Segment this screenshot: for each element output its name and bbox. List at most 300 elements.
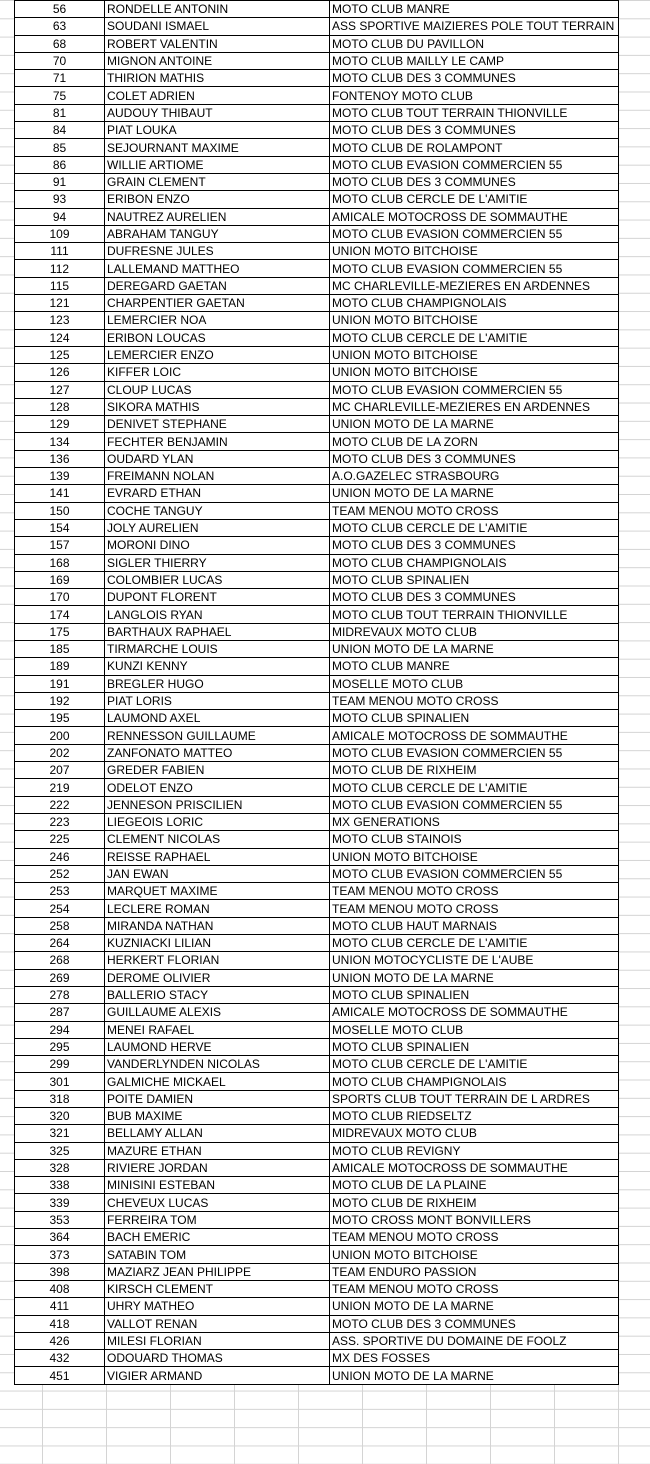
club-name-cell[interactable]: MOTO CLUB RIEDSELTZ (330, 1108, 619, 1125)
rider-name-cell[interactable]: LECLERE ROMAN (105, 900, 330, 917)
rider-number-cell[interactable]: 246 (15, 848, 105, 865)
table-row (15, 1263, 619, 1280)
rider-name-cell[interactable]: GALMICHE MICKAEL (105, 1073, 330, 1090)
rider-name-cell[interactable]: PIAT LOUKA (105, 122, 330, 139)
table-row (15, 416, 619, 433)
table-row (15, 606, 619, 623)
club-name-cell[interactable]: MIDREVAUX MOTO CLUB (330, 623, 619, 640)
club-name-cell[interactable]: ASS SPORTIVE MAIZIERES POLE TOUT TERRAIN (330, 18, 619, 35)
rider-name-cell[interactable]: UHRY MATHEO (105, 1298, 330, 1315)
rider-name-cell[interactable]: CLEMENT NICOLAS (105, 831, 330, 848)
club-name-cell[interactable]: MOTO CLUB CHAMPIGNOLAIS (330, 295, 619, 312)
rider-number-cell[interactable]: 338 (15, 1177, 105, 1194)
rider-name-cell[interactable]: LAUMOND AXEL (105, 710, 330, 727)
table-row (15, 1246, 619, 1263)
club-name-cell[interactable]: UNION MOTOCYCLISTE DE L'AUBE (330, 952, 619, 969)
rider-name-cell[interactable]: JENNESON PRISCILIEN (105, 796, 330, 813)
rider-name-cell[interactable]: ROBERT VALENTIN (105, 35, 330, 52)
club-name-cell[interactable]: MC CHARLEVILLE-MEZIERES EN ARDENNES (330, 277, 619, 294)
table-row (15, 917, 619, 934)
rider-number-cell[interactable]: 451 (15, 1367, 105, 1384)
club-name-cell[interactable]: UNION MOTO BITCHOISE (330, 1246, 619, 1263)
club-name-cell[interactable]: TEAM MENOU MOTO CROSS (330, 1229, 619, 1246)
table-row (15, 191, 619, 208)
rider-number-cell[interactable]: 170 (15, 589, 105, 606)
rider-name-cell[interactable]: RIVIERE JORDAN (105, 1159, 330, 1176)
table-row (15, 485, 619, 502)
rider-name-cell[interactable]: KUZNIACKI LILIAN (105, 935, 330, 952)
rider-name-cell[interactable]: COLET ADRIEN (105, 87, 330, 104)
club-name-cell[interactable]: UNION MOTO DE LA MARNE (330, 1298, 619, 1315)
rider-name-cell[interactable]: EVRARD ETHAN (105, 485, 330, 502)
table-row (15, 1298, 619, 1315)
rider-name-cell[interactable]: DENIVET STEPHANE (105, 416, 330, 433)
rider-number-cell[interactable]: 154 (15, 519, 105, 536)
rider-name-cell[interactable]: MAZIARZ JEAN PHILIPPE (105, 1263, 330, 1280)
table-row (15, 658, 619, 675)
rider-name-cell[interactable]: BUB MAXIME (105, 1108, 330, 1125)
table-row (15, 364, 619, 381)
table-row (15, 1229, 619, 1246)
club-name-cell[interactable]: TEAM MENOU MOTO CROSS (330, 692, 619, 709)
rider-number-cell[interactable]: 150 (15, 502, 105, 519)
rider-name-cell[interactable]: BARTHAUX RAPHAEL (105, 623, 330, 640)
rider-number-cell[interactable]: 278 (15, 986, 105, 1003)
rider-number-cell[interactable]: 175 (15, 623, 105, 640)
table-row (15, 1073, 619, 1090)
rider-name-cell[interactable]: POITE DAMIEN (105, 1090, 330, 1107)
rider-name-cell[interactable]: LANGLOIS RYAN (105, 606, 330, 623)
rider-number-cell[interactable]: 328 (15, 1159, 105, 1176)
rider-number-cell[interactable]: 411 (15, 1298, 105, 1315)
table-row (15, 589, 619, 606)
club-name-cell[interactable]: MOTO CLUB DES 3 COMMUNES (330, 450, 619, 467)
rider-number-cell[interactable]: 294 (15, 1021, 105, 1038)
rider-name-cell[interactable]: ODELOT ENZO (105, 779, 330, 796)
rider-number-cell[interactable]: 207 (15, 762, 105, 779)
table-row (15, 1125, 619, 1142)
table-row (15, 398, 619, 415)
table-row (15, 156, 619, 173)
club-name-cell[interactable]: TEAM MENOU MOTO CROSS (330, 883, 619, 900)
table-row (15, 260, 619, 277)
rider-name-cell[interactable]: PIAT LORIS (105, 692, 330, 709)
rider-number-cell[interactable]: 168 (15, 554, 105, 571)
club-name-cell[interactable]: MOTO CLUB CERCLE DE L'AMITIE (330, 191, 619, 208)
table-row (15, 1350, 619, 1367)
rider-number-cell[interactable]: 253 (15, 883, 105, 900)
club-name-cell[interactable]: UNION MOTO DE LA MARNE (330, 1367, 619, 1384)
rider-number-cell[interactable]: 124 (15, 329, 105, 346)
rider-name-cell[interactable]: THIRION MATHIS (105, 70, 330, 87)
rider-number-cell[interactable]: 126 (15, 364, 105, 381)
rider-number-cell[interactable]: 71 (15, 70, 105, 87)
table-row (15, 277, 619, 294)
rider-number-cell[interactable]: 75 (15, 87, 105, 104)
rider-name-cell[interactable]: MILESI FLORIAN (105, 1332, 330, 1349)
table-row (15, 554, 619, 571)
rider-name-cell[interactable]: ODOUARD THOMAS (105, 1350, 330, 1367)
rider-name-cell[interactable]: JAN EWAN (105, 865, 330, 882)
club-name-cell[interactable]: MOTO CLUB SPINALIEN (330, 986, 619, 1003)
rider-number-cell[interactable]: 408 (15, 1280, 105, 1297)
rider-name-cell[interactable]: BACH EMERIC (105, 1229, 330, 1246)
rider-name-cell[interactable]: MORONI DINO (105, 537, 330, 554)
table-row (15, 744, 619, 761)
rider-name-cell[interactable]: ZANFONATO MATTEO (105, 744, 330, 761)
rider-number-cell[interactable]: 418 (15, 1315, 105, 1332)
rider-number-cell[interactable]: 321 (15, 1125, 105, 1142)
rider-name-cell[interactable]: BELLAMY ALLAN (105, 1125, 330, 1142)
table-row (15, 329, 619, 346)
table-row (15, 848, 619, 865)
club-name-cell[interactable]: MOSELLE MOTO CLUB (330, 675, 619, 692)
rider-name-cell[interactable]: KIRSCH CLEMENT (105, 1280, 330, 1297)
club-name-cell[interactable]: AMICALE MOTOCROSS DE SOMMAUTHE (330, 727, 619, 744)
rider-name-cell[interactable]: MIGNON ANTOINE (105, 52, 330, 69)
table-row (15, 831, 619, 848)
club-name-cell[interactable]: MOTO CLUB TOUT TERRAIN THIONVILLE (330, 606, 619, 623)
rider-name-cell[interactable]: KUNZI KENNY (105, 658, 330, 675)
rider-number-cell[interactable]: 325 (15, 1142, 105, 1159)
rider-name-cell[interactable]: MARQUET MAXIME (105, 883, 330, 900)
rider-name-cell[interactable]: RONDELLE ANTONIN (105, 1, 330, 18)
rider-name-cell[interactable]: ERIBON LOUCAS (105, 329, 330, 346)
club-name-cell[interactable]: UNION MOTO BITCHOISE (330, 346, 619, 363)
rider-name-cell[interactable]: LIEGEOIS LORIC (105, 813, 330, 830)
rider-number-cell[interactable]: 252 (15, 865, 105, 882)
club-name-cell[interactable]: AMICALE MOTOCROSS DE SOMMAUTHE (330, 1159, 619, 1176)
rider-name-cell[interactable]: MINISINI ESTEBAN (105, 1177, 330, 1194)
table-row (15, 1280, 619, 1297)
club-name-cell[interactable]: MOTO CLUB EVASION COMMERCIEN 55 (330, 865, 619, 882)
rider-number-cell[interactable]: 254 (15, 900, 105, 917)
club-name-cell[interactable]: TEAM MENOU MOTO CROSS (330, 900, 619, 917)
rider-number-cell[interactable]: 84 (15, 122, 105, 139)
club-name-cell[interactable]: AMICALE MOTOCROSS DE SOMMAUTHE (330, 208, 619, 225)
club-name-cell[interactable]: MOTO CLUB DES 3 COMMUNES (330, 122, 619, 139)
club-name-cell[interactable]: UNION MOTO DE LA MARNE (330, 969, 619, 986)
rider-number-cell[interactable]: 112 (15, 260, 105, 277)
rider-number-cell[interactable]: 353 (15, 1211, 105, 1228)
club-name-cell[interactable]: MOTO CLUB DU PAVILLON (330, 35, 619, 52)
rider-number-cell[interactable]: 121 (15, 295, 105, 312)
club-name-cell[interactable]: MOTO CLUB EVASION COMMERCIEN 55 (330, 381, 619, 398)
rider-name-cell[interactable]: BALLERIO STACY (105, 986, 330, 1003)
rider-name-cell[interactable]: COLOMBIER LUCAS (105, 571, 330, 588)
table-row (15, 18, 619, 35)
club-name-cell[interactable]: TEAM MENOU MOTO CROSS (330, 502, 619, 519)
table-row (15, 710, 619, 727)
rider-name-cell[interactable]: DUFRESNE JULES (105, 243, 330, 260)
table-row (15, 433, 619, 450)
club-name-cell[interactable]: MOTO CLUB REVIGNY (330, 1142, 619, 1159)
table-row (15, 1367, 619, 1384)
table-row (15, 35, 619, 52)
club-name-cell[interactable]: MOTO CLUB MANRE (330, 1, 619, 18)
rider-number-cell[interactable]: 139 (15, 468, 105, 485)
table-row (15, 139, 619, 156)
rider-name-cell[interactable]: TIRMARCHE LOUIS (105, 640, 330, 657)
rider-number-cell[interactable]: 68 (15, 35, 105, 52)
table-row (15, 312, 619, 329)
rider-number-cell[interactable]: 200 (15, 727, 105, 744)
rider-number-cell[interactable]: 287 (15, 1004, 105, 1021)
table-row (15, 87, 619, 104)
rider-name-cell[interactable]: CLOUP LUCAS (105, 381, 330, 398)
rider-number-cell[interactable]: 70 (15, 52, 105, 69)
rider-name-cell[interactable]: VIGIER ARMAND (105, 1367, 330, 1384)
club-name-cell[interactable]: TEAM ENDURO PASSION (330, 1263, 619, 1280)
rider-name-cell[interactable]: SEJOURNANT MAXIME (105, 139, 330, 156)
club-name-cell[interactable]: MOTO CLUB DE RIXHEIM (330, 762, 619, 779)
club-name-cell[interactable]: MOTO CLUB MANRE (330, 658, 619, 675)
rider-number-cell[interactable]: 202 (15, 744, 105, 761)
table-row (15, 208, 619, 225)
rider-number-cell[interactable]: 111 (15, 243, 105, 260)
club-name-cell[interactable]: MOTO CLUB CERCLE DE L'AMITIE (330, 329, 619, 346)
rider-number-cell[interactable]: 134 (15, 433, 105, 450)
club-name-cell[interactable]: MOTO CLUB EVASION COMMERCIEN 55 (330, 260, 619, 277)
rider-name-cell[interactable]: FECHTER BENJAMIN (105, 433, 330, 450)
rider-number-cell[interactable]: 63 (15, 18, 105, 35)
club-name-cell[interactable]: UNION MOTO BITCHOISE (330, 848, 619, 865)
rider-number-cell[interactable]: 56 (15, 1, 105, 18)
rider-name-cell[interactable]: NAUTREZ AURELIEN (105, 208, 330, 225)
rider-number-cell[interactable]: 109 (15, 225, 105, 242)
club-name-cell[interactable]: FONTENOY MOTO CLUB (330, 87, 619, 104)
club-name-cell[interactable]: MOTO CLUB CERCLE DE L'AMITIE (330, 1056, 619, 1073)
club-name-cell[interactable]: MOTO CLUB STAINOIS (330, 831, 619, 848)
club-name-cell[interactable]: MOTO CLUB DES 3 COMMUNES (330, 589, 619, 606)
rider-number-cell[interactable]: 222 (15, 796, 105, 813)
rider-name-cell[interactable]: WILLIE ARTIOME (105, 156, 330, 173)
club-name-cell[interactable]: MOTO CLUB CHAMPIGNOLAIS (330, 554, 619, 571)
club-name-cell[interactable]: UNION MOTO DE LA MARNE (330, 485, 619, 502)
rider-number-cell[interactable]: 115 (15, 277, 105, 294)
rider-number-cell[interactable]: 127 (15, 381, 105, 398)
rider-name-cell[interactable]: SATABIN TOM (105, 1246, 330, 1263)
table-row (15, 1159, 619, 1176)
club-name-cell[interactable]: MX DES FOSSES (330, 1350, 619, 1367)
rider-name-cell[interactable]: HERKERT FLORIAN (105, 952, 330, 969)
rider-name-cell[interactable]: JOLY AURELIEN (105, 519, 330, 536)
club-name-cell[interactable]: MOTO CLUB DE LA ZORN (330, 433, 619, 450)
rider-name-cell[interactable]: DEREGARD GAETAN (105, 277, 330, 294)
table-row (15, 692, 619, 709)
club-name-cell[interactable]: MOTO CROSS MONT BONVILLERS (330, 1211, 619, 1228)
rider-number-cell[interactable]: 295 (15, 1038, 105, 1055)
rider-number-cell[interactable]: 432 (15, 1350, 105, 1367)
club-name-cell[interactable]: ASS. SPORTIVE DU DOMAINE DE FOOLZ (330, 1332, 619, 1349)
rider-name-cell[interactable]: ABRAHAM TANGUY (105, 225, 330, 242)
table-row (15, 295, 619, 312)
club-name-cell[interactable]: MOTO CLUB CHAMPIGNOLAIS (330, 1073, 619, 1090)
club-name-cell[interactable]: A.O.GAZELEC STRASBOURG (330, 468, 619, 485)
table-row (15, 571, 619, 588)
club-name-cell[interactable]: MOTO CLUB DES 3 COMMUNES (330, 70, 619, 87)
club-name-cell[interactable]: UNION MOTO BITCHOISE (330, 364, 619, 381)
table-row (15, 122, 619, 139)
rider-number-cell[interactable]: 219 (15, 779, 105, 796)
rider-number-cell[interactable]: 195 (15, 710, 105, 727)
club-name-cell[interactable]: MOSELLE MOTO CLUB (330, 1021, 619, 1038)
rider-name-cell[interactable]: RENNESSON GUILLAUME (105, 727, 330, 744)
rider-name-cell[interactable]: GRAIN CLEMENT (105, 173, 330, 190)
club-name-cell[interactable]: MOTO CLUB SPINALIEN (330, 710, 619, 727)
club-name-cell[interactable]: MOTO CLUB CERCLE DE L'AMITIE (330, 519, 619, 536)
rider-number-cell[interactable]: 299 (15, 1056, 105, 1073)
table-row (15, 1142, 619, 1159)
rider-name-cell[interactable]: SOUDANI ISMAEL (105, 18, 330, 35)
rider-name-cell[interactable]: VALLOT RENAN (105, 1315, 330, 1332)
rider-number-cell[interactable]: 192 (15, 692, 105, 709)
table-row (15, 675, 619, 692)
club-name-cell[interactable]: MOTO CLUB CERCLE DE L'AMITIE (330, 779, 619, 796)
club-name-cell[interactable]: MOTO CLUB EVASION COMMERCIEN 55 (330, 744, 619, 761)
table-row (15, 468, 619, 485)
rider-name-cell[interactable]: FREIMANN NOLAN (105, 468, 330, 485)
table-row (15, 952, 619, 969)
rider-name-cell[interactable]: MAZURE ETHAN (105, 1142, 330, 1159)
table-row (15, 225, 619, 242)
rider-number-cell[interactable]: 223 (15, 813, 105, 830)
club-name-cell[interactable]: MC CHARLEVILLE-MEZIERES EN ARDENNES (330, 398, 619, 415)
rider-number-cell[interactable]: 318 (15, 1090, 105, 1107)
club-name-cell[interactable]: MOTO CLUB DE LA PLAINE (330, 1177, 619, 1194)
rider-number-cell[interactable]: 81 (15, 104, 105, 121)
rider-name-cell[interactable]: SIKORA MATHIS (105, 398, 330, 415)
club-name-cell[interactable]: MOTO CLUB SPINALIEN (330, 1038, 619, 1055)
table-row (15, 727, 619, 744)
club-name-cell[interactable]: AMICALE MOTOCROSS DE SOMMAUTHE (330, 1004, 619, 1021)
rider-number-cell[interactable]: 191 (15, 675, 105, 692)
rider-name-cell[interactable]: LEMERCIER ENZO (105, 346, 330, 363)
rider-name-cell[interactable]: LAUMOND HERVE (105, 1038, 330, 1055)
rider-name-cell[interactable]: CHEVEUX LUCAS (105, 1194, 330, 1211)
rider-name-cell[interactable]: MIRANDA NATHAN (105, 917, 330, 934)
table-row (15, 519, 619, 536)
rider-name-cell[interactable]: LEMERCIER NOA (105, 312, 330, 329)
club-name-cell[interactable]: MOTO CLUB HAUT MARNAIS (330, 917, 619, 934)
rider-name-cell[interactable]: AUDOUY THIBAUT (105, 104, 330, 121)
rider-number-cell[interactable]: 174 (15, 606, 105, 623)
club-name-cell[interactable]: MOTO CLUB DES 3 COMMUNES (330, 173, 619, 190)
rider-number-cell[interactable]: 129 (15, 416, 105, 433)
club-name-cell[interactable]: MOTO CLUB EVASION COMMERCIEN 55 (330, 156, 619, 173)
table-row (15, 813, 619, 830)
rider-number-cell[interactable]: 85 (15, 139, 105, 156)
club-name-cell[interactable]: UNION MOTO DE LA MARNE (330, 416, 619, 433)
rider-number-cell[interactable]: 364 (15, 1229, 105, 1246)
rider-number-cell[interactable]: 301 (15, 1073, 105, 1090)
rider-name-cell[interactable]: DUPONT FLORENT (105, 589, 330, 606)
rider-number-cell[interactable]: 268 (15, 952, 105, 969)
rider-name-cell[interactable]: REISSE RAPHAEL (105, 848, 330, 865)
rider-name-cell[interactable]: SIGLER THIERRY (105, 554, 330, 571)
table-row (15, 502, 619, 519)
rider-number-cell[interactable]: 169 (15, 571, 105, 588)
table-row (15, 1194, 619, 1211)
rider-number-cell[interactable]: 94 (15, 208, 105, 225)
rider-number-cell[interactable]: 373 (15, 1246, 105, 1263)
rider-name-cell[interactable]: COCHE TANGUY (105, 502, 330, 519)
rider-number-cell[interactable]: 125 (15, 346, 105, 363)
rider-name-cell[interactable]: ERIBON ENZO (105, 191, 330, 208)
rider-name-cell[interactable]: OUDARD YLAN (105, 450, 330, 467)
club-name-cell[interactable]: MOTO CLUB CERCLE DE L'AMITIE (330, 935, 619, 952)
table-row (15, 537, 619, 554)
rider-number-cell[interactable]: 91 (15, 173, 105, 190)
table-row (15, 900, 619, 917)
table-row (15, 969, 619, 986)
rider-number-cell[interactable]: 189 (15, 658, 105, 675)
rider-number-cell[interactable]: 269 (15, 969, 105, 986)
rider-name-cell[interactable]: VANDERLYNDEN NICOLAS (105, 1056, 330, 1073)
table-row (15, 796, 619, 813)
rider-name-cell[interactable]: GREDER FABIEN (105, 762, 330, 779)
rider-number-cell[interactable]: 141 (15, 485, 105, 502)
rider-number-cell[interactable]: 258 (15, 917, 105, 934)
table-row (15, 1090, 619, 1107)
rider-number-cell[interactable]: 93 (15, 191, 105, 208)
club-name-cell[interactable]: MOTO CLUB SPINALIEN (330, 571, 619, 588)
table-row (15, 883, 619, 900)
table-row (15, 762, 619, 779)
rider-number-cell[interactable]: 339 (15, 1194, 105, 1211)
rider-number-cell[interactable]: 264 (15, 935, 105, 952)
club-name-cell[interactable]: MOTO CLUB TOUT TERRAIN THIONVILLE (330, 104, 619, 121)
rider-name-cell[interactable]: BREGLER HUGO (105, 675, 330, 692)
rider-roster-table (14, 0, 619, 1385)
club-name-cell[interactable]: MOTO CLUB EVASION COMMERCIEN 55 (330, 225, 619, 242)
rider-number-cell[interactable]: 157 (15, 537, 105, 554)
club-name-cell[interactable]: MOTO CLUB DE RIXHEIM (330, 1194, 619, 1211)
rider-number-cell[interactable]: 136 (15, 450, 105, 467)
rider-name-cell[interactable]: CHARPENTIER GAETAN (105, 295, 330, 312)
club-name-cell[interactable]: MOTO CLUB DE ROLAMPONT (330, 139, 619, 156)
table-row (15, 1108, 619, 1125)
club-name-cell[interactable]: UNION MOTO DE LA MARNE (330, 640, 619, 657)
rider-number-cell[interactable]: 123 (15, 312, 105, 329)
club-name-cell[interactable]: UNION MOTO BITCHOISE (330, 312, 619, 329)
club-name-cell[interactable]: MOTO CLUB MAILLY LE CAMP (330, 52, 619, 69)
rider-number-cell[interactable]: 398 (15, 1263, 105, 1280)
rider-name-cell[interactable]: KIFFER LOIC (105, 364, 330, 381)
club-name-cell[interactable]: MOTO CLUB DES 3 COMMUNES (330, 1315, 619, 1332)
rider-number-cell[interactable]: 320 (15, 1108, 105, 1125)
club-name-cell[interactable]: MIDREVAUX MOTO CLUB (330, 1125, 619, 1142)
club-name-cell[interactable]: UNION MOTO BITCHOISE (330, 243, 619, 260)
rider-number-cell[interactable]: 128 (15, 398, 105, 415)
club-name-cell[interactable]: SPORTS CLUB TOUT TERRAIN DE L ARDRES (330, 1090, 619, 1107)
rider-number-cell[interactable]: 185 (15, 640, 105, 657)
rider-name-cell[interactable]: DEROME OLIVIER (105, 969, 330, 986)
club-name-cell[interactable]: TEAM MENOU MOTO CROSS (330, 1280, 619, 1297)
rider-number-cell[interactable]: 225 (15, 831, 105, 848)
rider-name-cell[interactable]: LALLEMAND MATTHEO (105, 260, 330, 277)
rider-number-cell[interactable]: 86 (15, 156, 105, 173)
table-row (15, 779, 619, 796)
club-name-cell[interactable]: MX GENERATIONS (330, 813, 619, 830)
rider-name-cell[interactable]: GUILLAUME ALEXIS (105, 1004, 330, 1021)
club-name-cell[interactable]: MOTO CLUB EVASION COMMERCIEN 55 (330, 796, 619, 813)
club-name-cell[interactable]: MOTO CLUB DES 3 COMMUNES (330, 537, 619, 554)
rider-name-cell[interactable]: MENEI RAFAEL (105, 1021, 330, 1038)
rider-name-cell[interactable]: FERREIRA TOM (105, 1211, 330, 1228)
rider-number-cell[interactable]: 426 (15, 1332, 105, 1349)
table-row (15, 1177, 619, 1194)
